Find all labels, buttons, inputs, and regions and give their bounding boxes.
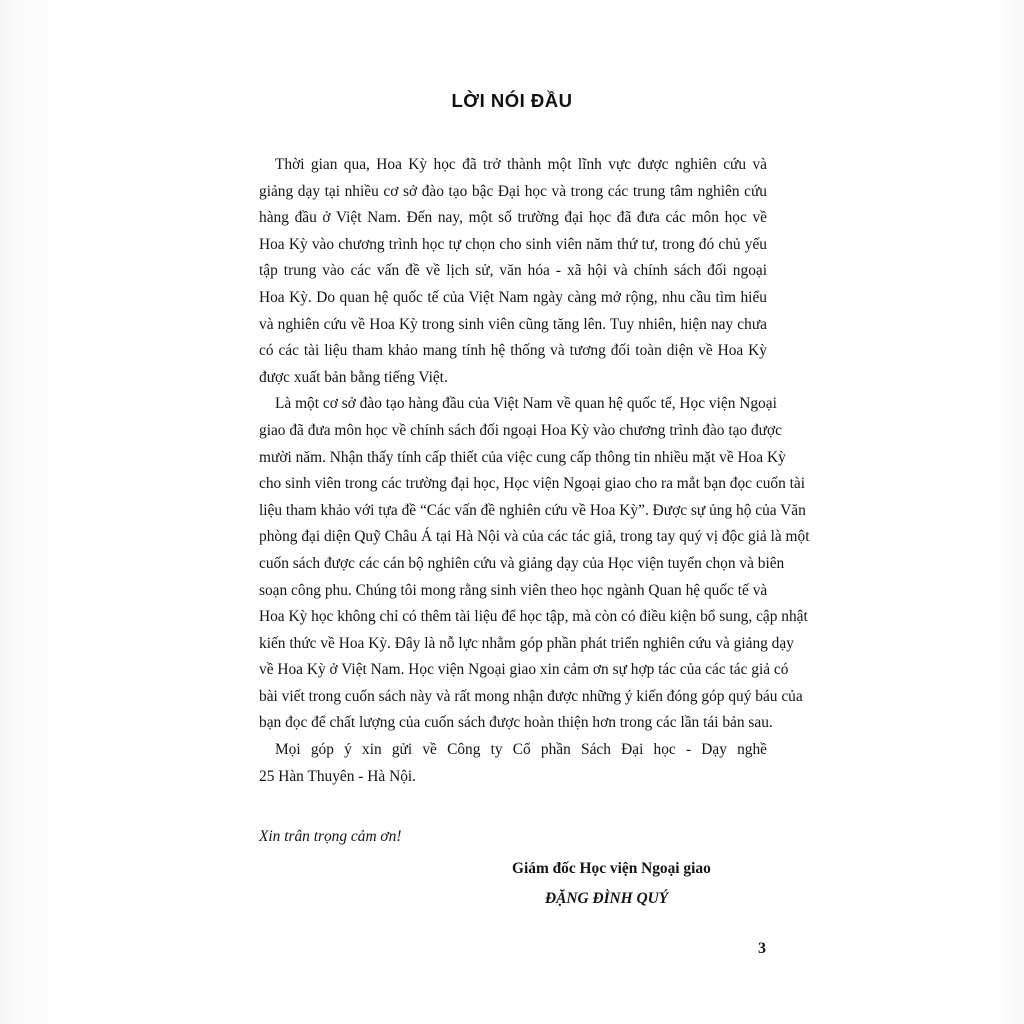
text-line: Mọi góp ý xin gửi về Công ty Cổ phần Sách Đại học - Dạy nghề (275, 741, 767, 759)
text-line: Hoa Kỳ vào chương trình học tự chọn cho sinh viên năm thứ tư, trong đó chủ yếu (259, 235, 767, 253)
paragraph-2 (259, 391, 810, 737)
text-line: giảng dạy tại nhiều cơ sở đào tạo bậc Đại học và trong các trung tâm nghiên cứu (259, 182, 767, 200)
text-line: kiến thức về Hoa Kỳ. Đây là nỗ lực nhằm góp phần phát triển nghiên cứu và giảng dạy (259, 634, 794, 652)
text-line: Thời gian qua, Hoa Kỳ học đã trở thành một lĩnh vực được nghiên cứu và (275, 156, 767, 173)
text-line: cho sinh viên trong các trường đại học, Học viện Ngoại giao cho ra mắt bạn đọc cuốn tài (259, 475, 806, 493)
paragraph-3 (259, 737, 767, 790)
text-line: giao đã đưa môn học về chính sách đối ngoại Hoa Kỳ vào chương trình đào tạo được (259, 421, 782, 439)
closing-thanks: Xin trân trọng cảm ơn! (259, 828, 402, 845)
text-line: về Hoa Kỳ ở Việt Nam. Học viện Ngoại giao xin cảm ơn sự hợp tác của các tác giả có (259, 661, 789, 679)
text-line: Là một cơ sở đào tạo hàng đầu của Việt Nam về quan hệ quốc tế, Học viện Ngoại (275, 395, 777, 413)
text-line: 25 Hàn Thuyên - Hà Nội. (259, 767, 417, 785)
signer-title: Giám đốc Học viện Ngoại giao (512, 860, 711, 877)
text-line: cuốn sách được các cán bộ nghiên cứu và giảng dạy của Học viện tuyển chọn và biên (259, 554, 785, 572)
text-line: phòng đại diện Quỹ Châu Á tại Hà Nội và của các tác giả, trong tay quý vị độc giả là một (259, 528, 810, 546)
page-heading: LỜI NÓI ĐẦU (451, 90, 573, 111)
preface-body (259, 152, 810, 790)
text-line: bài viết trong cuốn sách này và rất mong nhận được những ý kiến đóng góp quý báu của (259, 687, 803, 705)
text-line: Hoa Kỳ. Do quan hệ quốc tế của Việt Nam ngày càng mở rộng, nhu cầu tìm hiểu (259, 288, 767, 306)
text-line: tập trung vào các vấn đề về lịch sử, văn hóa - xã hội và chính sách đối ngoại (259, 262, 767, 280)
page-number: 3 (758, 940, 766, 957)
text-line: hàng đầu ở Việt Nam. Đến nay, một số trường đại học đã đưa các môn học về (259, 209, 767, 227)
text-line: và nghiên cứu về Hoa Kỳ trong sinh viên cũng tăng lên. Tuy nhiên, hiện nay chưa (259, 315, 767, 333)
text-line: Hoa Kỳ học không chỉ có thêm tài liệu để học tập, mà còn có điều kiện bổ sung, cập nhật (259, 608, 808, 626)
text-line: mười năm. Nhận thấy tính cấp thiết của việc cung cấp thông tin nhiều mặt về Hoa Kỳ (259, 448, 786, 466)
text-line: soạn công phu. Chúng tôi mong rằng sinh viên theo học ngành Quan hệ quốc tế và (259, 581, 768, 599)
text-line: liệu tham khảo với tựa đề “Các vấn đề nghiên cứu về Hoa Kỳ”. Được sự ủng hộ của Văn (259, 501, 806, 519)
paragraph-1 (259, 152, 767, 391)
text-line: bạn đọc để chất lượng của cuốn sách được hoàn thiện hơn trong các lần tái bản sau. (259, 714, 773, 732)
signer-name: ĐẶNG ĐÌNH QUÝ (545, 890, 669, 907)
text-line: được xuất bản bằng tiếng Việt. (259, 368, 448, 386)
text-line: có các tài liệu tham khảo mang tính hệ thống và tương đối toàn diện về Hoa Kỳ (259, 342, 767, 360)
